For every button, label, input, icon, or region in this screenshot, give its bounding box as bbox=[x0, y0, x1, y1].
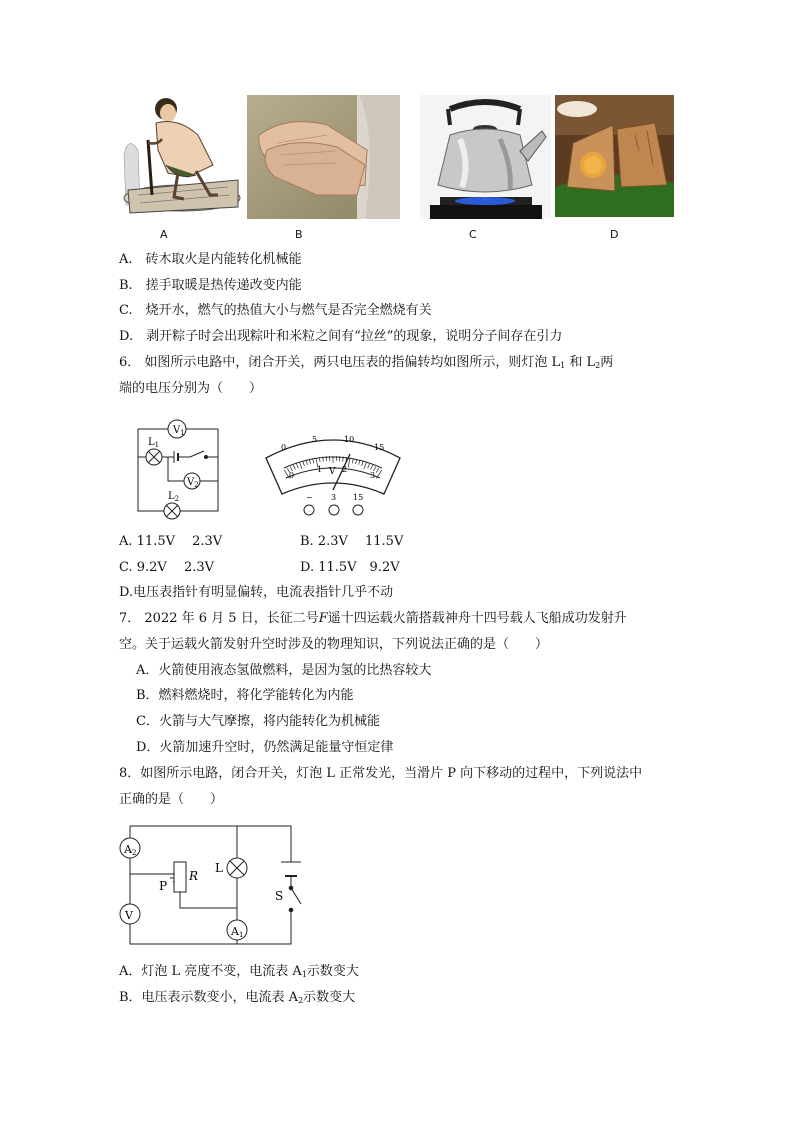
q8-stem-line2: 正确的是（ ） bbox=[119, 792, 224, 807]
q8-option-a: A．灯泡 L 亮度不变，电流表 $A_1$示数变大 bbox=[119, 964, 359, 979]
q6-meter-top-tick-3: 15 bbox=[374, 443, 385, 452]
q6-l1-label: $L_1$ bbox=[148, 437, 160, 449]
q6-terminal-label-3: 3 bbox=[331, 493, 337, 502]
q7-option-b: B．燃料燃烧时，将化学能转化为内能 bbox=[136, 688, 354, 703]
q8-v-label: V bbox=[125, 909, 133, 922]
q6-terminal-neg bbox=[304, 505, 314, 515]
q5-option-d: D. 剥开粽子时会出现粽叶和米粒之间有“拉丝”的现象，说明分子间存在引力 bbox=[119, 329, 563, 344]
q7-stem-line2: 空。关于运载火箭发射升空时涉及的物理知识，下列说法正确的是（ ） bbox=[119, 637, 549, 652]
q6-terminal-15 bbox=[353, 505, 363, 515]
q6-stem-line1: 6． 如图所示电路中，闭合开关，两只电压表的指偏转均如图所示，则灯泡 $L_1$ 和 $L_2$两 bbox=[119, 355, 614, 370]
q7-option-d: D．火箭加速升空时，仍然满足能量守恒定律 bbox=[136, 740, 394, 755]
q6-terminal-label-15: 15 bbox=[353, 493, 364, 502]
q6-meter-unit: V bbox=[329, 467, 336, 477]
q8-option-b: B．电压表示数变小，电流表 $A_2$示数变大 bbox=[119, 990, 356, 1005]
image-a-drilling-wood bbox=[118, 95, 246, 219]
q5-option-a: A. 砖木取火是内能转化机械能 bbox=[119, 252, 302, 267]
image-c-kettle bbox=[420, 95, 551, 219]
q6-stem-line2: 端的电压分别为（ ） bbox=[119, 381, 263, 396]
q6-option-a: A. 11.5V 2.3V bbox=[119, 534, 223, 549]
image-d-label: D bbox=[610, 228, 619, 241]
image-b-label: B bbox=[295, 228, 303, 241]
q8-circuit-diagram bbox=[115, 818, 305, 950]
q6-circuit-diagram bbox=[128, 415, 240, 523]
q6-meter-top-tick-1: 5 bbox=[312, 435, 318, 444]
q7-option-c: C．火箭与大气摩擦，将内能转化为机械能 bbox=[136, 714, 380, 729]
image-c-label: C bbox=[469, 228, 477, 241]
q8-stem-line1: 8．如图所示电路，闭合开关，灯泡 L 正常发光，当滑片 P 向下移动的过程中，下列说法中 bbox=[119, 766, 643, 781]
q7-stem-line1: 7． 2022 年 6 月 5 日，长征二号F遥十四运载火箭搭载神舟十四号载人飞船成功发射升 bbox=[119, 611, 627, 626]
q6-terminal-3 bbox=[329, 505, 339, 515]
q8-a2-label: A2 bbox=[124, 843, 137, 857]
q6-meter-bottom-tick-3: 3 bbox=[370, 471, 376, 480]
q5-option-c: C. 烧开水，燃气的热值大小与燃气是否完全燃烧有关 bbox=[119, 303, 432, 318]
image-a-label: A bbox=[160, 228, 168, 241]
q8-r-label: R bbox=[189, 869, 199, 883]
q6-meter-top-tick-0: 0 bbox=[281, 443, 287, 452]
q6-voltmeter-dial bbox=[262, 428, 404, 520]
q6-meter-top-tick-2: 10 bbox=[344, 435, 355, 444]
q6-meter-bottom-tick-1: 1 bbox=[317, 465, 323, 474]
q7-option-a: A．火箭使用液态氢做燃料，是因为氢的比热容较大 bbox=[136, 663, 432, 678]
q6-option-b: B. 2.3V 11.5V bbox=[300, 534, 404, 549]
image-b-rubbing-hands bbox=[247, 95, 400, 219]
q6-v2-label: $V_2$ bbox=[187, 477, 199, 489]
q6-terminal-label-neg: − bbox=[306, 493, 313, 502]
q5-option-b: B. 搓手取暖是热传递改变内能 bbox=[119, 278, 302, 293]
q6-extra-option: D.电压表指针有明显偏转，电流表指针几乎不动 bbox=[119, 585, 394, 600]
q8-a1-label: A1 bbox=[231, 925, 244, 939]
q6-v1-label: $V_1$ bbox=[173, 425, 185, 437]
q6-option-c: C. 9.2V 2.3V bbox=[119, 560, 215, 575]
q6-meter-bottom-tick-0: 0 bbox=[289, 471, 295, 480]
image-d-zongzi bbox=[555, 95, 674, 217]
q8-s-label: S bbox=[275, 889, 284, 903]
q6-l2-label: $L_2$ bbox=[168, 491, 180, 503]
q6-meter-bottom-tick-2: 2 bbox=[342, 465, 348, 474]
q8-l-label: L bbox=[215, 861, 223, 875]
q8-p-label: P bbox=[159, 879, 168, 893]
q6-option-d: D. 11.5V 9.2V bbox=[300, 560, 400, 575]
